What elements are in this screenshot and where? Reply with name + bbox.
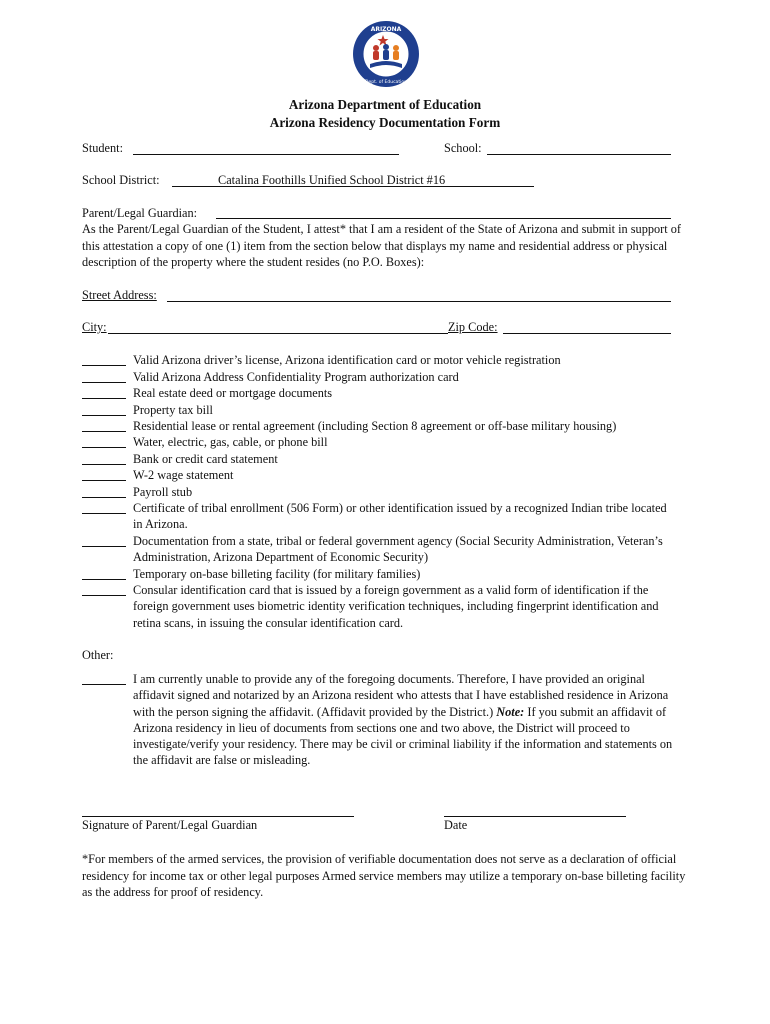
option-blank-utility-bill[interactable]	[82, 447, 126, 448]
option-billeting: Temporary on-base billeting facility (for military families)	[133, 567, 421, 581]
guardian-field[interactable]	[216, 218, 671, 219]
other-label: Other:	[82, 648, 114, 662]
option-blank-property-tax[interactable]	[82, 415, 126, 416]
zip-label: Zip Code:	[448, 320, 498, 334]
note-label: Note:	[496, 704, 525, 719]
street-field[interactable]	[167, 301, 671, 302]
option-w2: W-2 wage statement	[133, 468, 234, 482]
district-label: School District:	[82, 173, 160, 187]
guardian-label: Parent/Legal Guardian:	[82, 206, 198, 220]
svg-text:ARIZONA: ARIZONA	[370, 26, 402, 33]
zip-field[interactable]	[503, 333, 671, 334]
option-blank-billeting[interactable]	[82, 579, 126, 580]
affidavit-statement: I am currently unable to provide any of the foregoing documents. Therefore, I have provided an original affidavit signed and notarized by an Arizona resident who attests that I have established residence in Arizona with the person signing the affidavit. (Affidavit provided by the District.)	[133, 672, 669, 719]
option-bank-statement: Bank or credit card statement	[133, 452, 278, 466]
option-blank-tribal-enrollment[interactable]	[82, 513, 126, 514]
option-utility-bill: Water, electric, gas, cable, or phone bill	[133, 435, 328, 449]
city-field[interactable]	[108, 333, 448, 334]
affidavit-text	[133, 671, 678, 769]
option-payroll-stub: Payroll stub	[133, 485, 193, 499]
option-blank-drivers-license[interactable]	[82, 365, 126, 366]
footnote: *For members of the armed services, the provision of verifiable documentation does not serve as a declaration of official residency for income tax or other legal purposes Armed service members may utilize a temporary on-base billeting facility as the address for proof of residency.	[82, 852, 686, 899]
option-blank-lease[interactable]	[82, 431, 126, 432]
option-blank-consular-id[interactable]	[82, 595, 126, 596]
option-blank-real-estate[interactable]	[82, 398, 126, 399]
option-address-confidentiality: Valid Arizona Address Confidentiality Program authorization card	[133, 370, 459, 384]
option-real-estate: Real estate deed or mortgage documents	[133, 386, 333, 400]
street-label: Street Address:	[82, 288, 157, 302]
title-agency: Arizona Department of Education	[288, 97, 482, 112]
option-blank-address-confidentiality[interactable]	[82, 382, 126, 383]
option-lease: Residential lease or rental agreement (including Section 8 agreement or off-base military housing)	[133, 419, 617, 433]
date-field[interactable]	[444, 816, 626, 817]
option-blank-affidavit[interactable]	[82, 684, 126, 685]
school-field[interactable]	[487, 154, 671, 155]
attestation-text: As the Parent/Legal Guardian of the Student, I attest* that I am a resident of the State of Arizona and submit in support of this attestation a copy of one (1) item from the section below that displays my name and residential address or physical description of the property where the student resides (no P.O. Boxes):	[82, 222, 681, 269]
student-label: Student:	[82, 141, 123, 155]
city-label: City:	[82, 320, 107, 334]
option-tribal-enrollment: Certificate of tribal enrollment (506 Form) or other identification issued by a recognized Indian tribe located in Arizona.	[133, 501, 667, 532]
note-text: If you submit an affidavit of Arizona residency in lieu of documents from sections one and two above, the District will proceed to investigate/verify your residency. There may be civil or criminal liability if the information and statements on the affidavit are false or misleading.	[133, 704, 673, 768]
option-drivers-license: Valid Arizona driver’s license, Arizona identification card or motor vehicle registration	[133, 353, 561, 367]
district-value: Catalina Foothills Unified School District #16	[218, 173, 446, 187]
option-blank-bank-statement[interactable]	[82, 464, 126, 465]
arizona-department-of-education-seal	[352, 20, 420, 88]
signature-field[interactable]	[82, 816, 354, 817]
option-blank-w2[interactable]	[82, 480, 126, 481]
option-consular-id: Consular identification card that is issued by a foreign government as a valid form of identification if the foreign government uses biometric identity verification techniques, including fingerprint identification and retina scans, in issuing the consular identification card.	[133, 583, 659, 630]
option-property-tax: Property tax bill	[133, 403, 213, 417]
option-government-agency: Documentation from a state, tribal or federal government agency (Social Security Administration, Veteran’s Administration, Arizona Department of Economic Security)	[133, 534, 663, 565]
school-label: School:	[444, 141, 482, 155]
option-blank-payroll-stub[interactable]	[82, 497, 126, 498]
option-blank-government-agency[interactable]	[82, 546, 126, 547]
signature-label: Signature of Parent/Legal Guardian	[82, 818, 258, 832]
student-field[interactable]	[133, 154, 399, 155]
date-label: Date	[444, 818, 468, 832]
svg-text:Dept. of Education: Dept. of Education	[365, 80, 407, 85]
title-form: Arizona Residency Documentation Form	[269, 115, 501, 130]
